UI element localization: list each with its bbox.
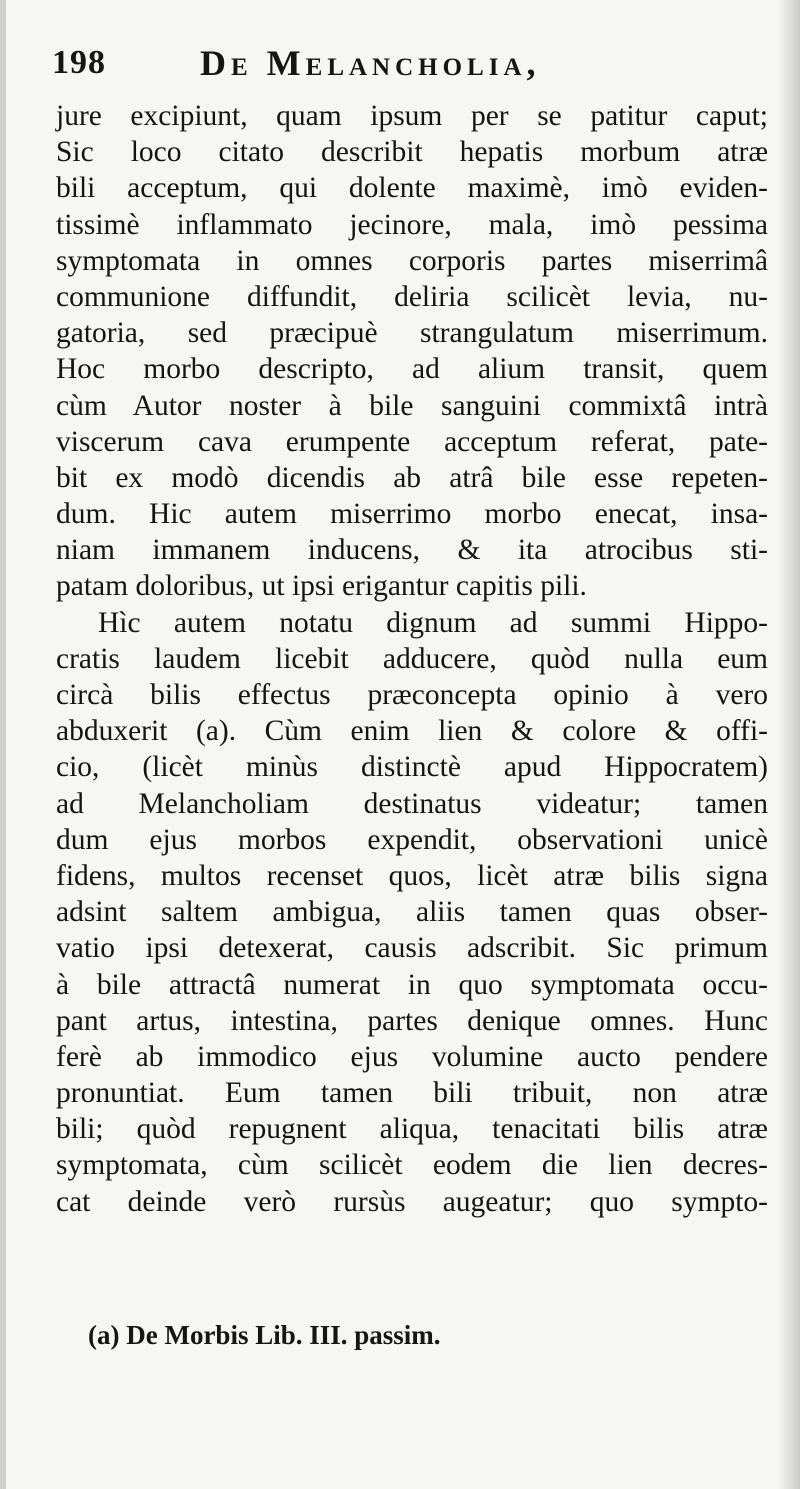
text-line: fidens, multos recenset quos, licèt atræ bilis signa [56, 859, 768, 892]
text-line-paragraph-start: Hìc autem notatu dignum ad summi Hippo- [98, 606, 768, 639]
text-line: bili acceptum, qui dolente maximè, imò eviden- [56, 172, 768, 205]
running-head [52, 40, 772, 90]
text-line: ferè ab immodico ejus volumine aucto pendere [56, 1040, 768, 1073]
text-line: cùm Autor noster à bile sanguini commixtâ intrà [56, 389, 768, 422]
text-line: communione diffundit, deliria scilicèt levia, nu- [56, 280, 768, 313]
text-line: vatio ipsi detexerat, causis adscribit. Sic primum [56, 932, 768, 965]
text-line: adsint saltem ambigua, aliis tamen quas obser- [56, 896, 768, 929]
text-line: ad Melancholiam destinatus videatur; tamen [56, 787, 768, 820]
text-line: cat deinde verò rursùs augeatur; quo sympto- [56, 1185, 768, 1218]
footnote: (a) De Morbis Lib. III. passim. [88, 1320, 441, 1350]
running-title: De Melancholia, [200, 43, 541, 83]
text-line: dum ejus morbos expendit, observationi unicè [56, 823, 768, 856]
text-line: tissimè inflammato jecinore, mala, imò pessima [56, 208, 768, 241]
text-line: circà bilis effectus præconcepta opinio à vero [56, 679, 768, 711]
text-line: Hoc morbo descripto, ad alium transit, quem [56, 353, 768, 386]
text-line: pronuntiat. Eum tamen bili tribuit, non atræ [56, 1077, 768, 1110]
text-line: bit ex modò dicendis ab atrâ bile esse repeten- [56, 461, 768, 494]
text-line: cio, (licèt minùs distinctè apud Hippocratem) [56, 751, 768, 784]
text-line: niam immanem inducens, & ita atrocibus sti- [56, 534, 768, 567]
text-line: bili; quòd repugnent aliqua, tenacitati bilis atræ [56, 1113, 768, 1146]
text-line: cratis laudem licebit adducere, quòd nulla eum [56, 642, 768, 675]
page-number: 198 [52, 44, 106, 81]
text-line: dum. Hic autem miserrimo morbo enecat, insa- [56, 498, 768, 531]
text-line: pant artus, intestina, partes denique omnes. Hunc [56, 1004, 768, 1037]
text-line: Sic loco citato describit hepatis morbum atræ [56, 136, 768, 169]
text-line: jure excipiunt, quam ipsum per se patitur caput; [56, 100, 768, 132]
page-edge-shadow [778, 0, 800, 1489]
body-text [56, 98, 768, 1220]
text-line: symptomata, cùm scilicèt eodem die lien decres- [56, 1149, 768, 1182]
text-line: symptomata in omnes corporis partes miserrimâ [56, 244, 768, 277]
text-line: à bile attractâ numerat in quo symptomata occu- [56, 968, 768, 1001]
text-line: abduxerit (a). Cùm enim lien & colore & offi- [56, 715, 768, 748]
text-line: gatoria, sed præcipuè strangulatum miserrimum. [56, 317, 768, 350]
text-line: viscerum cava erumpente acceptum referat, pate- [56, 425, 768, 458]
text-line: patam doloribus, ut ipsi erigantur capitis pili. [56, 570, 587, 603]
